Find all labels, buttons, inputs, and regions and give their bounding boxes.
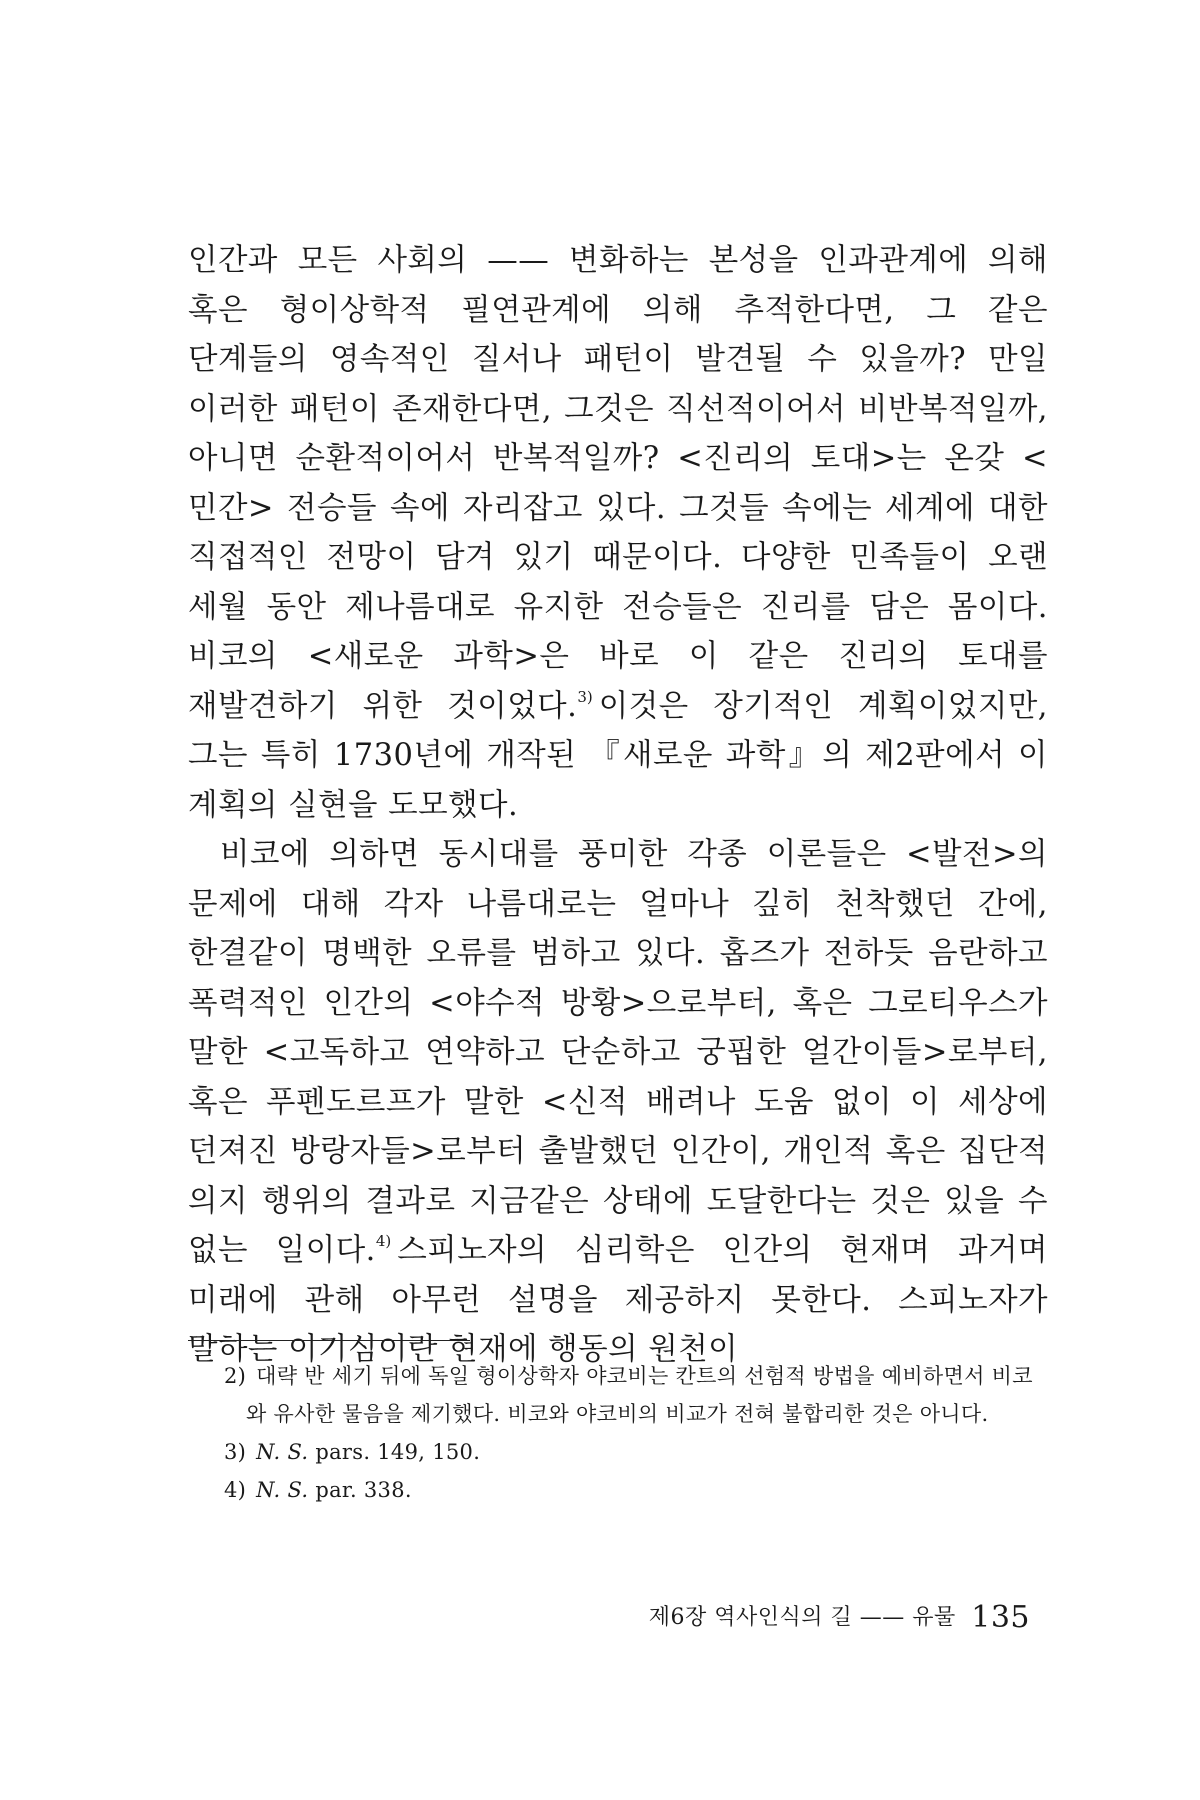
footnote-number: 2) [224, 1364, 247, 1388]
paragraph-2-text-a: 비코에 의하면 동시대를 풍미한 각종 이론들은 <발전>의 문제에 대해 각자 나름대로는 얼마나 깊히 천착했던 간에, 한결같이 명백한 오류를 범하고 있다. 홉즈가 전하듯 음란하고 폭력적인 인간의 <야수적 방황>으로부터, 혹은 그로티우스가 말한 <고독하고 연약하고 단순하고 궁핍한 얼간이들>로부터, 혹은 푸펜도르프가 말한 <신적 배려나 도움 없이 이 세상에 던져진 방랑자들>로부터 출발했던 인간이, 개인적 혹은 집단적 의지 행위의 결과로 지금같은 상태에 도달한다는 것은 있을 수 없는 일이다. [188, 837, 1048, 1268]
footnote-number: 3) [224, 1440, 247, 1464]
footnote-3 [224, 1433, 1048, 1471]
main-text [188, 236, 1048, 1375]
footnote-2 [224, 1357, 1048, 1433]
footnote-number: 4) [224, 1478, 247, 1502]
paragraph-2-text-b: 스피노자의 심리학은 인간의 현재며 과거며 미래에 관해 아무런 설명을 제공하지 못한다. 스피노자가 말하는 이기심이란 현재에 행동의 원천이 [188, 1233, 1048, 1367]
footnote-ref-3[interactable]: 3) [577, 687, 593, 706]
footnote-reference: par. 338. [315, 1478, 412, 1502]
footnote-abbreviation: N. S. [256, 1440, 309, 1464]
paragraph-1-text-a: 인간과 모든 사회의 —— 변화하는 본성을 인과관계에 의해 혹은 형이상학적 필연관계에 의해 추적한다면, 그 같은 단계들의 영속적인 질서나 패턴이 발견될 수 있을까? 만일 이러한 패턴이 존재한다면, 그것은 직선적이어서 비반복적일까, 아니면 순환적이어서 반복적일까? <진리의 토대>는 온갖 <민간> 전승들 속에 자리잡고 있다. 그것들 속에는 세계에 대한 직접적인 전망이 담겨 있기 때문이다. 다양한 민족들이 오랜 세월 동안 제나름대로 유지한 전승들은 진리를 담은 몸이다. 비코의 <새로운 과학>은 바로 이 같은 진리의 토대를 재발견하기 위한 것이었다. [188, 243, 1048, 724]
footnote-divider [188, 1340, 470, 1341]
chapter-running-head: 제6장 역사인식의 길 —— 유물 [648, 1605, 956, 1630]
running-footer [649, 1600, 1030, 1635]
page-number: 135 [971, 1600, 1030, 1635]
footnotes [224, 1357, 1048, 1509]
footnote-4 [224, 1471, 1048, 1509]
footnote-ref-4[interactable]: 4) [375, 1232, 392, 1250]
footnote-text: 대략 반 세기 뒤에 독일 형이상학자 야코비는 칸트의 선험적 방법을 예비하면서 비코와 유사한 물음을 제기했다. 비코와 야코비의 비교가 전혀 불합리한 것은 아니다. [246, 1364, 1033, 1426]
footnote-reference: pars. 149, 150. [315, 1440, 481, 1464]
paragraph-1 [188, 236, 1048, 830]
paragraph-1-text-b: 이것은 장기적인 계획이었지만, 그는 특히 1730년에 개작된 『새로운 과학』의 제2판에서 이 계획의 실현을 도모했다. [188, 688, 1048, 823]
paragraph-2 [188, 830, 1048, 1375]
footnote-abbreviation: N. S. [256, 1478, 309, 1502]
